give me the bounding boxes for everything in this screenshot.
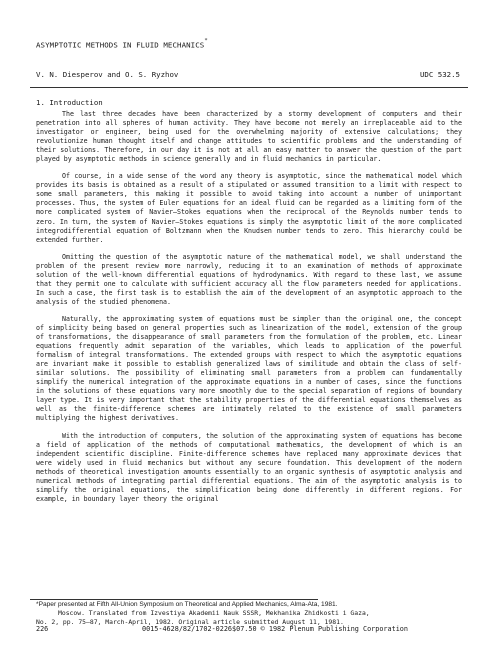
article-authors: V. N. Diesperov and O. S. Ryzhov bbox=[36, 70, 179, 79]
footnote-line: *Paper presented at Fifth All-Union Symposium on Theoretical and Applied Mechanics, Alma-Ata, 1981. bbox=[36, 601, 338, 608]
article-title bbox=[36, 40, 208, 49]
title-footnote-mark: * bbox=[204, 38, 208, 44]
header-divider bbox=[30, 87, 468, 88]
footnote bbox=[36, 600, 468, 627]
footnote-line: No. 2, pp. 75–87, March-April, 1982. Original article submitted August 11, 1981. bbox=[36, 618, 344, 626]
title-text: ASYMPTOTIC METHODS IN FLUID MECHANICS bbox=[36, 40, 205, 50]
paragraph: With the introduction of computers, the solution of the approximating system of equations has become a field of application of the methods of computational mathematics, the development of which is an independent scientific discipline. Finite-difference schemes have replaced many approximate devices that were widely used in fluid mechanics but without any secure foundation. This development of the modern methods of theoretical investigation amounts essentially to an organic synthesis of asymptotic analysis and numerical methods of integrating partial differential equations. The aim of the asymptotic analysis is to simplify the original equations, the simplification being done differently in different regions. For example, in boundary layer theory the original bbox=[36, 431, 462, 503]
page-number: 226 bbox=[36, 625, 49, 633]
article-body bbox=[36, 110, 462, 504]
paragraph: Naturally, the approximating system of equations must be simpler than the original one, the concept of simplicity being based on general properties such as linearization of the model, extension of the group of transformations, the disappearance of small parameters from the formulation of the problem, etc. Linear equations frequently admit separation of the variables, which leads to application of the powerful formalism of integral transformations. The extended groups with respect to which the asymptotic equations are invariant make it possible to establish generalized laws of similitude and obtain the class of self-similar solutions. The possibility of eliminating small parameters from a problem can fundamentally simplify the numerical integration of the approximate equations in a number of cases, since the functions in the solutions of these equations vary more smoothly due to the special separation of regions of boundary layer type. It is very important that the stability properties of the differential equations themselves as well as the finite-difference schemes are intimately related to the existence of small parameters multiplying the highest derivatives. bbox=[36, 314, 462, 423]
paragraph: Omitting the question of the asymptotic nature of the mathematical model, we shall understand the problem of the present review more narrowly, reducing it to an examination of methods of approximate solution of the well-known differential equations of hydrodynamics. With regard to these last, we assume that they permit one to calculate with sufficient accuracy all the flow parameters needed for applications. In such a case, the first task is to establish the aim of the development of an asymptotic approach to the analysis of the studied phenomena. bbox=[36, 252, 462, 306]
paragraph: The last three decades have been characterized by a stormy development of computers and their penetration into all spheres of human activity. They have become not merely an irreplaceable aid to the investigator or engineer, being used for the overwhelming majority of extensive calculations; they revolutionize human thought itself and change attitudes to scientific problems and the understanding of their solutions. Therefore, in our day it is not at all an easy matter to answer the question of the part played by asymptotic methods in science generally and in fluid mechanics in particular. bbox=[36, 110, 462, 164]
paragraph: Of course, in a wide sense of the word any theory is asymptotic, since the mathematical model which provides its basis is obtained as a result of a stipulated or assumed transition to a limit with respect to some small parameters, this making it possible to avoid taking into account a number of unimportant processes. Thus, the system of Euler equations for an ideal fluid can be regarded as a limiting form of the more complicated system of Navier–Stokes equations when the reciprocal of the Reynolds number tends to zero. In turn, the system of Navier–Stokes equations is simply the asymptotic limit of the more complicated integrodifferential equation of Boltzmann when the Knudsen number tends to zero. This hierarchy could be extended further. bbox=[36, 172, 462, 244]
footnote-line: Moscow. Translated from Izvestiya Akademii Nauk SSSR, Mekhanika Zhidkosti i Gaza, bbox=[58, 609, 370, 617]
section-heading: 1. Introduction bbox=[36, 98, 103, 107]
copyright-line: 0015-4628/82/1702-0226$07.50 © 1982 Plenum Publishing Corporation bbox=[142, 625, 408, 633]
udc-code: UDC 532.5 bbox=[419, 70, 460, 79]
